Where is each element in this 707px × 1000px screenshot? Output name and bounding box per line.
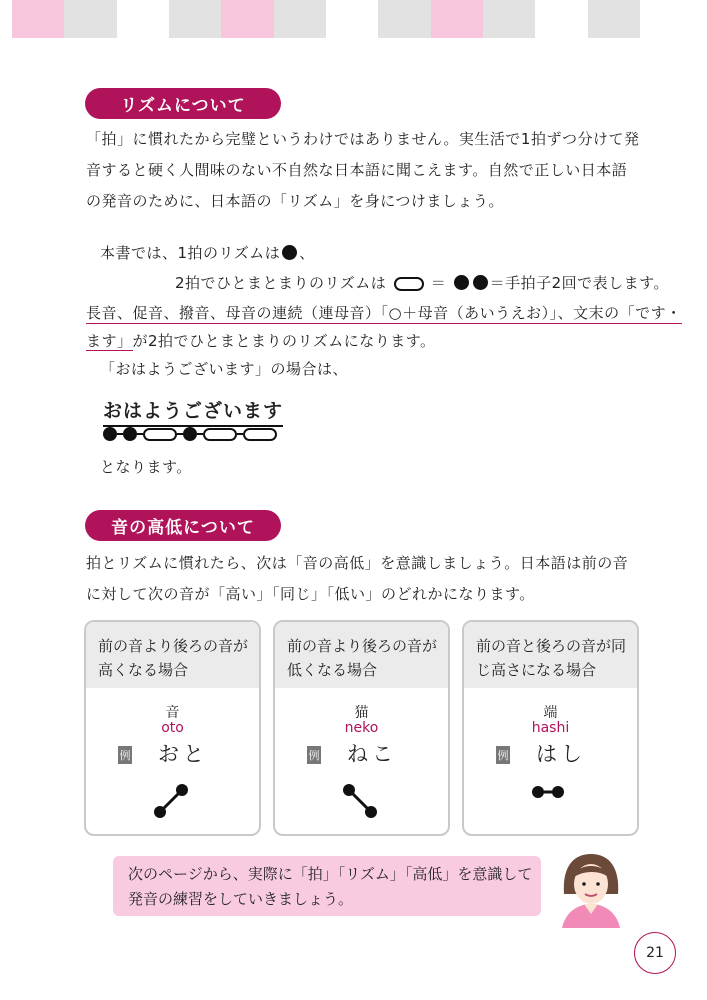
beat-dot: [103, 427, 117, 441]
falling-pitch-icon: [341, 782, 381, 822]
top-decorative-bar: [12, 0, 640, 38]
pitch-intro-paragraph: 拍とリズムに慣れたら、次は「音の高低」を意識しましょう。日本語は前の音に対して次の音が「高い」「同じ」「低い」のどれかになります。: [86, 554, 629, 603]
card-kana: おと: [158, 742, 208, 766]
card-romaji: neko: [344, 720, 379, 736]
beat-oval: [203, 428, 237, 441]
pitch-card-rising: [84, 620, 261, 836]
rhythm-line-c: 長音、促音、撥音、母音の連続（連母音）「○＋母音（あいうえお）」、文末の「です・: [86, 304, 682, 322]
beat-dot: [123, 427, 137, 441]
example-label: 例: [496, 746, 510, 764]
example-word-ohayougozaimasu: おはようございます: [103, 396, 283, 427]
two-beat-oval-icon: [394, 277, 424, 291]
rhythm-pattern: [103, 427, 277, 441]
rhythm-intro-paragraph: 「拍」に慣れたから完璧というわけではありません。実生活で1拍ずつ分けて発音すると硬く人間味のない不自然な日本語に聞こえます。自然で正しい日本語の発音のために、日本語の「リズム」を身につけましょう。: [86, 130, 640, 210]
teacher-avatar-illustration: [552, 848, 630, 928]
rhythm-line-d: ます」が2拍でひとまとまりのリズムになります。: [86, 332, 436, 350]
single-beat-dot-icon: [282, 245, 297, 260]
beat-oval: [143, 428, 177, 441]
rhythm-line-b: 2拍でひとまとまりのリズムは ＝ ＝手拍子2回で表します。: [175, 274, 669, 292]
beat-oval: [243, 428, 277, 441]
card-kana: ねこ: [347, 742, 397, 766]
card-romaji: hashi: [531, 720, 570, 736]
section-title-rhythm: リズムについて: [85, 88, 281, 119]
card-romaji: oto: [161, 720, 184, 736]
card-header: 前の音より後ろの音が低くなる場合: [275, 622, 448, 688]
rhythm-line-a: 本書では、1拍のリズムは 、: [100, 244, 315, 262]
example-label: 例: [307, 746, 321, 764]
bubble-line-2: 発音の練習をしていきましょう。: [128, 890, 354, 908]
beat-dot: [183, 427, 197, 441]
card-kanji: 猫: [354, 705, 369, 721]
pitch-card-falling: [273, 620, 450, 836]
section-title-pitch: 音の高低について: [85, 510, 281, 541]
page-number: 21: [634, 932, 676, 974]
card-kanji: 端: [543, 705, 558, 721]
card-kanji: 音: [165, 705, 180, 721]
card-kana: はし: [536, 742, 586, 766]
pitch-card-flat: [462, 620, 639, 836]
bubble-line-1: 次のページから、実際に「拍」「リズム」「高低」を意識して: [128, 865, 533, 883]
rhythm-line-e: 「おはようございます」の場合は、: [100, 360, 349, 378]
card-header: 前の音より後ろの音が高くなる場合: [86, 622, 259, 688]
flat-pitch-icon: [530, 782, 570, 822]
clap-dot-icon: [473, 275, 488, 290]
speech-bubble: [113, 856, 541, 916]
card-header: 前の音と後ろの音が同じ高さになる場合: [464, 622, 637, 688]
clap-dot-icon: [454, 275, 469, 290]
example-label: 例: [118, 746, 132, 764]
rising-pitch-icon: [152, 782, 192, 822]
rhythm-closing-text: となります。: [100, 458, 192, 476]
